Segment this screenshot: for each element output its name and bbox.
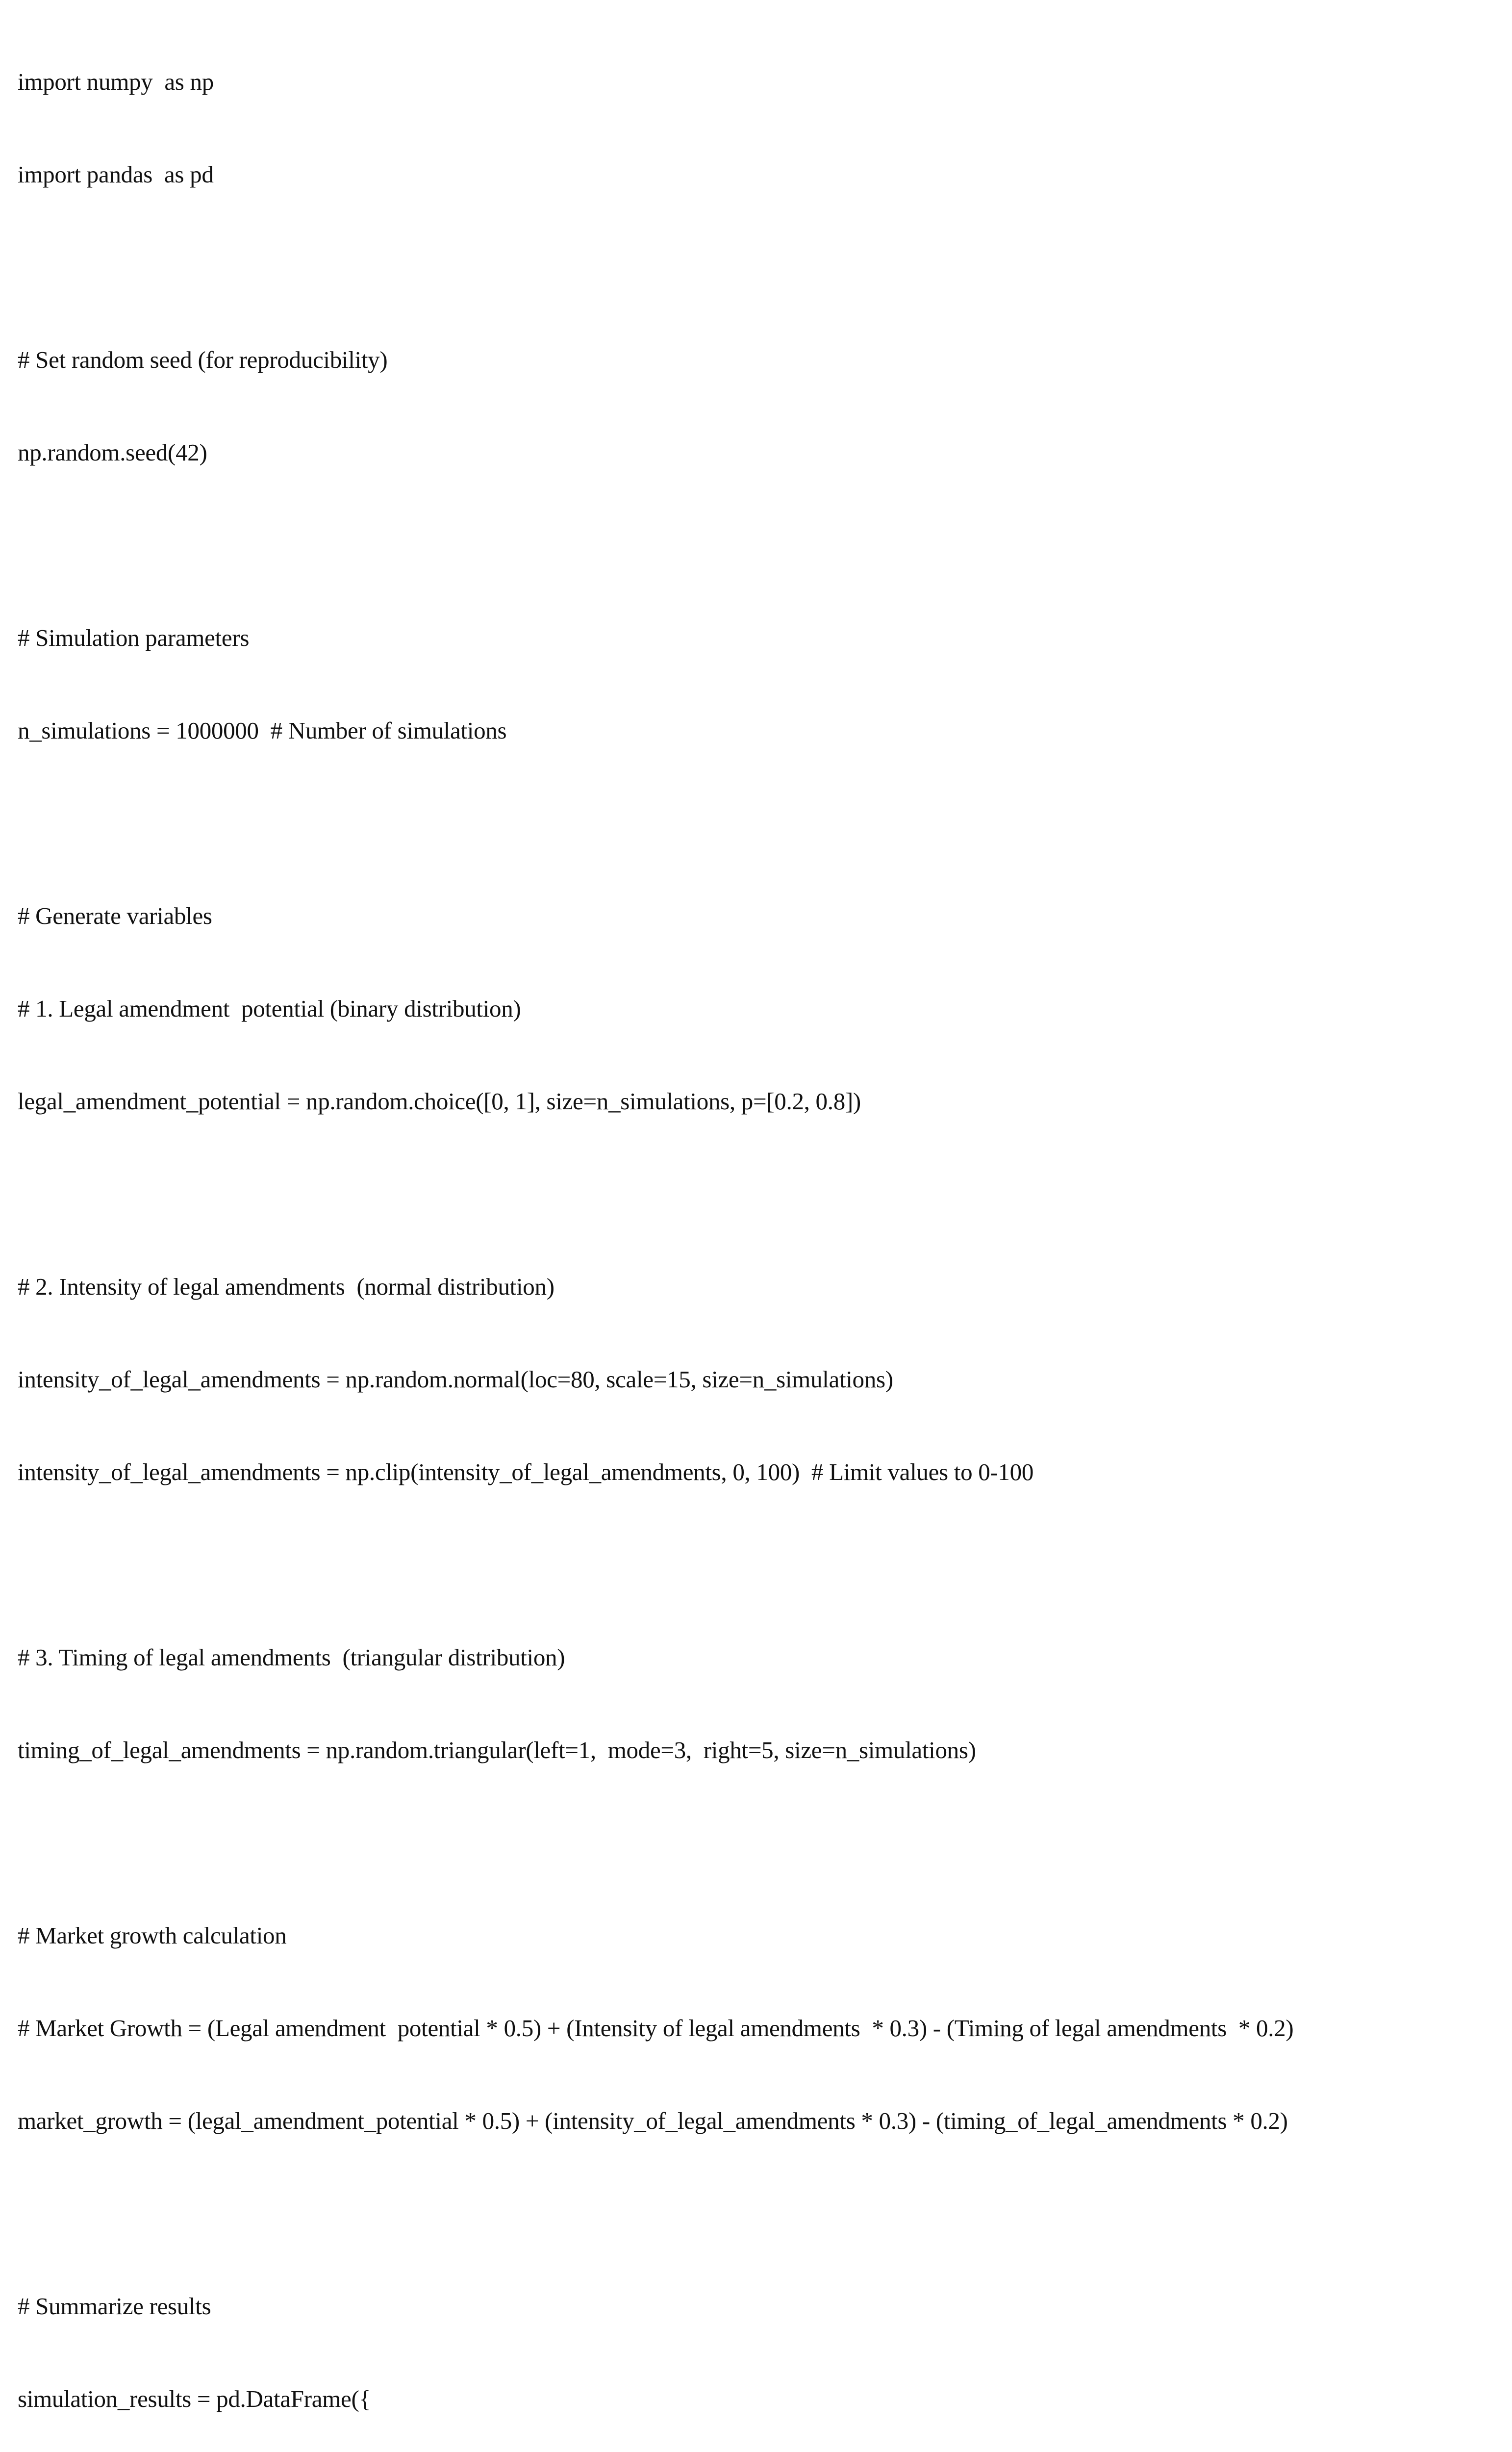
code-line [18,252,1293,282]
code-line [18,530,1293,561]
code-line: # Set random seed (for reproducibility) [18,346,388,373]
code-line [18,1178,1293,1209]
code-line: intensity_of_legal_amendments = np.clip(intensity_of_legal_amendments, 0, 100) # Limit values to 0-100 [18,1458,1034,1485]
code-line: # 2. Intensity of legal amendments (normal distribution) [18,1273,554,1300]
code-line: market_growth = (legal_amendment_potential * 0.5) + (intensity_of_legal_amendments * 0.3) - (timing_of_legal_amendments * 0.2) [18,2107,1288,2134]
code-line: # Generate variables [18,902,212,929]
code-line [18,1549,1293,1580]
code-line: # 1. Legal amendment potential (binary distribution) [18,995,521,1022]
code-line: n_simulations = 1000000 # Number of simulations [18,717,507,744]
code-line: simulation_results = pd.DataFrame({ [18,2385,371,2412]
code-line [18,2198,1293,2229]
code-line: np.random.seed(42) [18,439,207,466]
code-line [18,1827,1293,1858]
code-line: # Simulation parameters [18,624,250,651]
code-line: legal_amendment_potential = np.random.choice([0, 1], size=n_simulations, p=[0.2, 0.8]) [18,1088,861,1115]
code-line: import numpy as np [18,68,214,95]
code-line: # 3. Timing of legal amendments (triangular distribution) [18,1644,565,1671]
code-line: # Market Growth = (Legal amendment potential * 0.5) + (Intensity of legal amendments * 0.3) - (Timing of legal amendments * 0.2) [18,2015,1294,2042]
code-line: intensity_of_legal_amendments = np.random.normal(loc=80, scale=15, size=n_simulations) [18,1366,893,1393]
code-listing [18,4,1293,2452]
code-line: # Summarize results [18,2293,211,2320]
code-line: timing_of_legal_amendments = np.random.triangular(left=1, mode=3, right=5, size=n_simulations) [18,1737,976,1763]
code-line [18,808,1293,839]
code-line: import pandas as pd [18,161,214,188]
code-line: # Market growth calculation [18,1922,287,1949]
